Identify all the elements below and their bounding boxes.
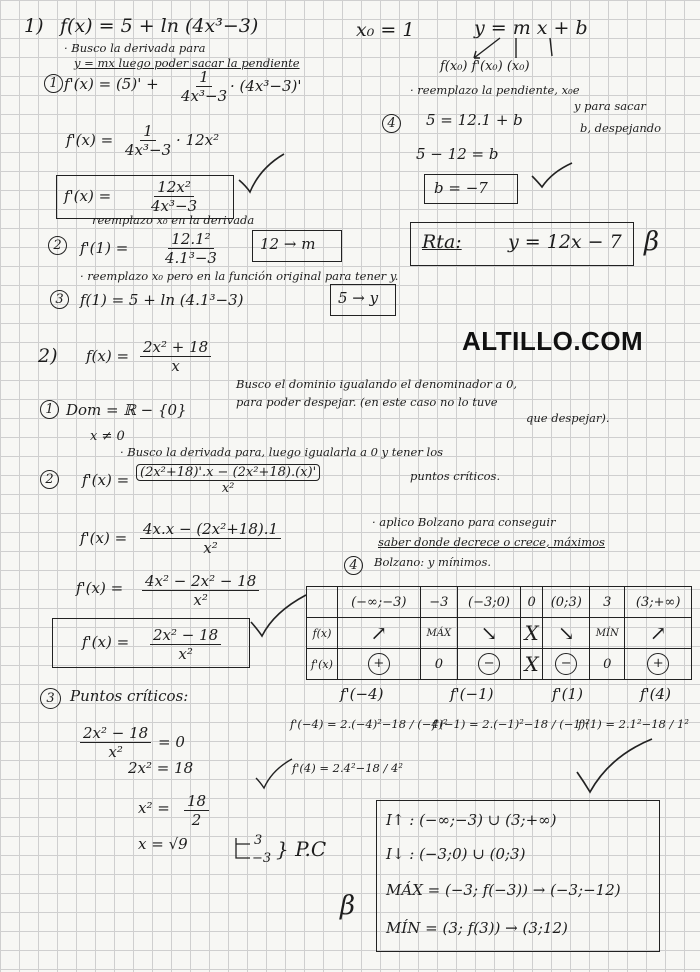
table-cell: X (520, 618, 542, 649)
table-cell: f'(x) (307, 649, 338, 680)
p2-note-bolzano-3: Bolzano: y mínimos. (374, 555, 492, 569)
table-cell: ↘ (458, 618, 521, 649)
table-cell (307, 587, 338, 618)
p2-c2: 2x² = 18 (128, 759, 194, 777)
p2-eval-3: f'(1) = 2.1²−18 / 1² (578, 717, 689, 731)
table-cell: f(x) (307, 618, 338, 649)
altillo-logo: ALTILLO.COM (462, 326, 644, 356)
p2-d1-den: x² (221, 481, 235, 496)
table-cell: 0 (420, 649, 457, 680)
p2-d4-num: 2x² − 18 (150, 626, 221, 645)
p2-summary-maximum: MÁX = (−3; f(−3)) → (−3;−12) (386, 881, 621, 899)
p2-critical-title: Puntos críticos: (70, 687, 189, 705)
p1-step1b-fraction (122, 122, 174, 159)
p1-step2-fraction-den: 4.1³−3 (165, 249, 217, 267)
p1-step2-result: 12 → m (260, 235, 316, 253)
table-cell: (−∞;−3) (338, 587, 421, 618)
p2-c1-num: 2x² − 18 (80, 724, 151, 743)
p1-step3-expr: f(1) = 5 + ln (4.1³−3) (80, 291, 244, 309)
checkmark-icon (248, 592, 308, 640)
p1-line-parts: f(x₀) f'(x₀) (x₀) (440, 59, 530, 74)
p2-note-critical: · Busco la derivada para, luego igualarla a 0 y tener los (120, 445, 444, 459)
p2-c1-den: x² (108, 743, 123, 761)
p1-answer-equation: y = 12x − 7 (508, 231, 622, 253)
p2-d4-fraction (150, 626, 221, 663)
p2-c3-left: x² = (138, 799, 170, 817)
p2-function-fraction (140, 338, 211, 375)
p1-x0: x₀ = 1 (356, 19, 415, 41)
p1-margin-mark: β (644, 227, 660, 257)
p1-step4-eq1: 5 = 12.1 + b (426, 111, 523, 129)
p1-step2-left: f'(1) = (80, 239, 129, 257)
p2-eval-1: f'(−4) = 2.(−4)²−18 / (−4)² (290, 717, 448, 731)
p2-d2-den: x² (203, 539, 218, 557)
p2-step4-marker: 4 (344, 556, 363, 575)
table-header-row (307, 587, 692, 618)
table-cell: ↗ (338, 618, 421, 649)
p1-step4-eq2: 5 − 12 = b (416, 145, 499, 163)
checkmark-icon (254, 756, 294, 790)
p1-step1-fraction-num: 1 (196, 68, 212, 87)
p2-d3-left: f'(x) = (76, 579, 124, 597)
p2-d4-den: x² (178, 645, 193, 663)
test-point: f'(1) (552, 685, 583, 703)
p2-c1-right: = 0 (158, 733, 185, 751)
p1-step1-left: f'(x) = (5)' + (64, 75, 159, 93)
sign-circle: − (555, 653, 577, 675)
p1-note-derivative: · Busco la derivada para (64, 41, 206, 55)
table-row (307, 618, 692, 649)
p2-c3-den: 2 (191, 811, 202, 829)
p1-step1b-fraction-den: 4x³−3 (125, 141, 172, 159)
p1-step3-result: 5 → y (338, 289, 379, 307)
table-cell: X (520, 649, 542, 680)
p2-summary-minimum: MÍN = (3; f(3)) → (3;12) (386, 919, 568, 937)
p1-number: 1) (24, 15, 44, 37)
p1-step1b-right: · 12x² (176, 131, 220, 149)
p2-domain: Dom = ℝ − {0} (66, 401, 187, 419)
table-row (307, 649, 692, 680)
p2-critical-points-label: } P.C (276, 837, 327, 861)
p1-step1-fraction-den: 4x³−3 (181, 87, 228, 105)
checkmark-icon (574, 736, 654, 794)
p2-number: 2) (38, 345, 58, 367)
table-cell: 0 (520, 587, 542, 618)
p2-c4: x = √9 (138, 835, 188, 853)
p1-step1-fraction (178, 68, 230, 105)
p1-note-step4: · reemplazo la pendiente, x₀e (410, 83, 580, 97)
p1-answer-label: Rta: (422, 231, 462, 253)
table-cell: (3;+∞) (625, 587, 692, 618)
p2-root-negative: −3 (252, 851, 272, 866)
p1-step2-fraction-num: 12.1² (168, 230, 213, 249)
p2-func-left: f(x) = (86, 347, 130, 365)
bracket-arrow-icon (232, 836, 254, 864)
table-cell: ↘ (543, 618, 590, 649)
p2-margin-mark: β (340, 891, 356, 921)
p1-step1c-fraction-den: 4x³−3 (151, 197, 198, 215)
p2-note-domain-3: que despejar). (526, 411, 610, 425)
test-point: f'(−1) (450, 685, 494, 703)
p1-step1c-fraction-num: 12x² (154, 178, 194, 197)
p2-d1-left: f'(x) = (82, 471, 130, 489)
table-cell: MÍN (590, 618, 625, 649)
p2-eval-4: f'(4) = 2.4²−18 / 4² (292, 761, 403, 775)
table-cell (458, 649, 521, 680)
p1-step2-marker: 2 (48, 236, 67, 255)
checkmark-icon (530, 160, 574, 190)
p2-note-critical-2: puntos críticos. (410, 469, 501, 483)
p2-summary-decreasing: I↓ : (−3;0) ∪ (0;3) (386, 845, 526, 863)
p2-c3-fraction (184, 792, 209, 829)
p1-step1b-left: f'(x) = (66, 131, 114, 149)
p1-step1-right: · (4x³−3)' (230, 77, 302, 95)
p2-d4-left: f'(x) = (82, 633, 130, 651)
p2-function-den: x (171, 357, 180, 375)
p1-step4-marker: 4 (382, 114, 401, 133)
p1-note-step4b: y para sacar (574, 99, 646, 113)
p2-root-positive: 3 (254, 833, 263, 848)
p2-note-bolzano-2: saber donde decrece o crece, máximos (378, 535, 605, 549)
p2-d1-num: (2x²+18)'.x − (2x²+18).(x)' (136, 464, 320, 481)
p2-step3-marker: 3 (40, 688, 61, 709)
sign-table (306, 586, 692, 680)
p1-note-replace: reemplazo x₀ en la derivada (92, 213, 255, 227)
sign-circle: + (647, 653, 669, 675)
p2-d3-den: x² (193, 591, 208, 609)
p1-note-step4c: b, despejando (580, 121, 662, 135)
table-cell (543, 649, 590, 680)
p2-d2-left: f'(x) = (80, 529, 128, 547)
sign-circle: + (368, 653, 390, 675)
p1-step1c-left: f'(x) = (64, 187, 112, 205)
p2-d3-num: 4x² − 2x² − 18 (142, 572, 259, 591)
p2-function-num: 2x² + 18 (140, 338, 211, 357)
p1-line-equation: y = m x + b (474, 17, 588, 39)
table-cell: (0;3) (543, 587, 590, 618)
table-cell (338, 649, 421, 680)
p2-x-not-zero: x ≠ 0 (90, 429, 125, 444)
table-cell (625, 649, 692, 680)
p2-c1-fraction (80, 724, 151, 761)
p2-d1-fraction (136, 464, 320, 496)
p1-function: f(x) = 5 + ln (4x³−3) (60, 15, 259, 37)
p1-note-replace-2: · reemplazo x₀ pero en la función original para tener y. (80, 269, 399, 283)
p2-d3-fraction (142, 572, 259, 609)
p1-step1b-fraction-num: 1 (140, 122, 156, 141)
p1-step1c-fraction (148, 178, 200, 215)
table-cell: 3 (590, 587, 625, 618)
table-cell: 0 (590, 649, 625, 680)
p1-step4-result: b = −7 (434, 179, 488, 197)
sign-circle: − (478, 653, 500, 675)
p1-step2-fraction (162, 230, 220, 267)
p2-c3-num: 18 (184, 792, 209, 811)
test-point: f'(−4) (340, 685, 384, 703)
arrows-icon (460, 36, 570, 62)
p2-summary-increasing: I↑ : (−∞;−3) ∪ (3;+∞) (386, 811, 557, 829)
table-cell: (−3;0) (458, 587, 521, 618)
table-cell: −3 (420, 587, 457, 618)
test-point: f'(4) (640, 685, 671, 703)
p2-eval-2: f'(−1) = 2.(−1)²−18 / (−1)² (432, 717, 590, 731)
table-cell: ↗ (625, 618, 692, 649)
p2-d2-fraction (140, 520, 281, 557)
p2-d2-num: 4x.x − (2x²+18).1 (140, 520, 281, 539)
p2-step2-marker: 2 (40, 470, 59, 489)
p1-note-derivative-2: y = mx luego poder sacar la pendiente (74, 56, 300, 70)
table-cell: MÁX (420, 618, 457, 649)
checkmark-icon (236, 150, 286, 196)
p2-step1-marker: 1 (40, 400, 59, 419)
p1-step3-marker: 3 (50, 290, 69, 309)
p2-note-bolzano: · aplico Bolzano para conseguir (372, 515, 556, 529)
p1-step1-marker: 1 (44, 74, 63, 93)
p2-note-domain: Busco el dominio igualando el denominador a 0, (236, 377, 518, 391)
p2-note-domain-2: para poder despejar. (en este caso no lo tuve (236, 395, 498, 409)
